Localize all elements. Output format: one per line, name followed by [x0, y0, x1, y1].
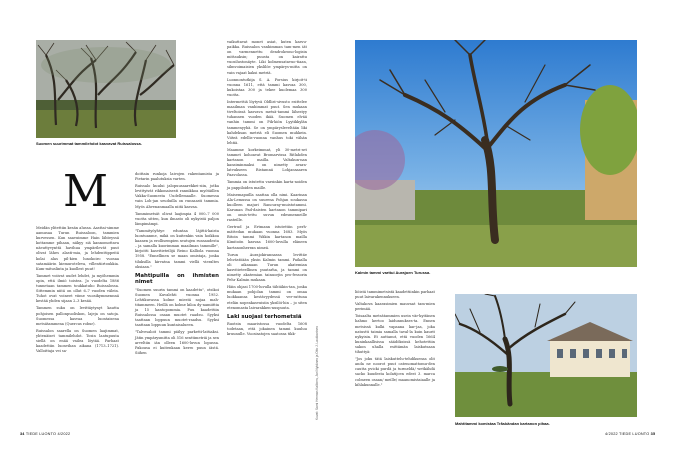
- magazine-name: 4/2022 TIEDE LUONTO: [605, 432, 650, 436]
- photo-credits: Kuvat: Sami Herman Kallinen, Jari Nykänen ja Otto J. Laukkarinen: [315, 326, 319, 420]
- paragraph: Tammia on istutettu varsinkin karta-noiden ja pappiloiden maille.: [227, 180, 307, 190]
- right-page: [227, 0, 674, 450]
- paragraph: Maisemapuilla saattaa olla nimi. Kaarinan Ala-Lemussa on suurena Pohjan soukassa kuolleen majuri Rancuray-muistotammi. Karunan Pad-daisten kartanon tammipari on omis-tettu suvun edesmenneille rasteille.: [227, 192, 307, 223]
- paragraph: Gertrud ja Ertmann istutettiin perh-mättedan mukaan vuonna 1683. Myös Bitoin tammi Wäkin kartanon mailla Kimitoön kasvaa 1600-luvulla eläneen kartanonherran nimeä.: [227, 225, 307, 250]
- paragraph: doittain runkoja laivojen rakentamista ja Pietarin paalutuksia varten.: [135, 172, 219, 182]
- paragraph: "Jos joku tätä laiskuttelu-tehdiksensa olit anda ne noorot puut catenomattomu-den cautta pvicki purdä ja turmeldä/ wetkähdä sacko kuudesta kolatijcen edest 3. marca colmeen osaan/ meille/ maanomistaiaalle ja kihlakunnalle.": [355, 357, 435, 387]
- page-number: 35: [650, 432, 656, 436]
- folio-left: [20, 432, 70, 436]
- paragraph: "Suomen suurin tammi on kaadettu", otsikoi Suomen Kuvalehti vuonna 1952. Lehtikuvassa kolme miestä nojaa mah-titammeen. Heillä on kolme kiloa dy-namiittia ja 15 kantopommia. Puu kaadettiin Ruissalossa osaan muotet raadsu. Syyksi taattaan loppuun muotet-raadsu. Syyksi taattaan loppuun kuntaisalueen.: [135, 287, 219, 328]
- photo-caption: Suomen suurimmat tammilehdot kasvavat Ruissalossa.: [36, 141, 142, 146]
- body-column-4: [355, 290, 435, 390]
- paragraph: Ruotsin maaristossa vuodelta 1608 todetaan, että jokainen tammi kuuluu kruunulle. Vuosisatojen saatossa tikk-: [227, 322, 307, 337]
- page-number: 34: [20, 432, 25, 436]
- magazine-name: TIEDE LUONTO 4/2022: [25, 432, 71, 436]
- body-column-1: [36, 226, 119, 356]
- kalmi-oak-image: [355, 40, 637, 267]
- manor-oak-image: [455, 294, 637, 417]
- paragraph: Luonnontutkija S. A. Forsius kirjoit-ti vuonna 1611, että tammi kasvaa 300, kukoistaa 300 ja tekee kuolemaa 300 vuotta.: [227, 77, 307, 97]
- paragraph: vaikuttavat monet asiat, kuten kasvu-paikka. Ruissalon vanhimman tam-men iät on varmennettu dendrokrono-logisin mittauksin; puusta on kairattu vuosilustonäyte. Liki kolmensatavuo-tiaan, silmvoimaisien ykslilöe ympärys-mitta on vain vajaat kaksi metriä.: [227, 40, 307, 75]
- paragraph: Ruissalo kuului jalopuusaarekkei-siin, jotka levittyivät rikkonaisesti rannikkoa myötäillen Vakka-Suomesta Uudellemaalle. Suomessa vain Loh-jan seuduilla on runsaasti tammia. Myös Ahvenanmaalla niitä kasvaa.: [135, 184, 219, 209]
- body-column-2: [135, 172, 219, 358]
- section-heading: Mahtipuilla on ihmisten nimet: [135, 272, 219, 286]
- paragraph: Ruissalon saarella on Suomen laajimmat, yhtenäiset tammilehdot. Tosin laatupuuta siellä on enää vailea löytää. Parhaat kaadettiin luonvihan aikana (1713–1721). Valloittaja vei sa-: [36, 328, 119, 354]
- paragraph: "Talvesaloit tammi piälyy parketti-lattiaksi. Jätin ympärysmitta oli 516 senttimetriä ja sen arveltiin iän olleen 1600-luvun lopussa. Pakousa ei kuitenkaan kerro puun iästä. Siihen: [135, 330, 219, 355]
- folio-right: [605, 432, 655, 436]
- photo-caption: Kalmin tammi varttui Aurajoen Turussa.: [355, 270, 431, 275]
- paragraph: "Tammityöyhtye eduntaa läjittä-kaista luontuanme, mikä on kuitenkin vain hoikkoa kaanen ja erollisempien seutujen runsaudesta – ja samalla kuorimman maailman tammille", kirjoitti kasvitieteilijä Reino Kalliola vuonna 1958. "Ennellinen se maan omistaja, jonka tiluksilla kirvatna tammi viellä vieraltes oksiaan.": [135, 228, 219, 269]
- paragraph: liöistä tammimetsistä kaadettiinkin parhaat puut laivarakennukseen.: [355, 290, 435, 300]
- paragraph: Tammimetsät olivat laajimpia 4 000–7 000 vuotta sitten, kun ilmasto oli nykyistä paljon lämpimämpi.: [135, 211, 219, 226]
- oak-forest-photo: [36, 40, 176, 138]
- drop-cap: M: [63, 166, 109, 217]
- section-heading: Laki suojasi terhometsiä: [227, 313, 302, 320]
- paragraph: Meidän ylitettiin kesän alussa. Aasttai-simme aamusaa Turun Ruissaloon, tammien kurvessen. Kun saavuimme Hain lähteyssä kottamme pihaan, näkyy siä kannomottava näeuttyvynttä havihua ympärilevät puut olivat lähes alasti-mia, ja lehdenttippeitä kolai alas pil-kien lunokoiro vuosaa satamäärin kiemuroteleva, villentiirtoukkia. Kum-mituslinta ja kuollest puut!: [36, 226, 119, 271]
- body-column-3: [227, 40, 307, 339]
- paragraph: Turun Aurajokirannassa levittäe lehvästöään yksin Kalmin tammi. Paikalla oli aikanaan Turun akatemian kasvitieteellinen puutarha, ja tammi on nimetty akatemian tainuorjin pro-fessorin Pehr Kalmin mukaan.: [227, 252, 307, 283]
- paragraph: Tammet voiivat uudet lehdet, ja myöhemmin opin, että ilmiö toistea. Jo vuodelta 1886 tunnetaan tammen toukkatuho Ruissalossa. Sittemmin niitä on ollut 6–7 vuoden välein. Tuhot ovat voineet viime vuosikymmennnä kestää yhden sijaan 2–3 kesää.: [36, 273, 119, 304]
- paragraph: Intermettiä löytyvä Oldlist-sivusto esittelee maailman vanhimmat puut. Sen mukaan tiveltoissä kasvava metsä-tammi lähestyy tuhannen vuoden ikää. Suomen elvää vanhin tammi on Pik-kiön Lyytikkylän tammenyyhä. Se on ympärysleveltään liki kahdeksan metriä eli Suomen muhkein. Viiteä edellis-vuonna vanhus toki vähän lehtiä.: [227, 100, 307, 145]
- manor-oak-photo: [455, 294, 637, 417]
- paragraph: Tammen suku on levittäytynyt kautta pohjoisen pallonpuoliskon, lajeja on satoja. Suomessa kasvaa luontaisena metsätammena (Quercus robur).: [36, 306, 119, 326]
- oak-forest-image: [36, 40, 176, 138]
- photo-caption: Mahtitammi komistaa Tråskändan kartanon pihaa.: [455, 421, 550, 426]
- paragraph: Toisaalta metsätammien usein vär-kyitänen hahmo kertoo laidunnukses-ta. Ennen metsissä kulki vapaana kar-jaa, joka natustti taimia samalla taval-la kuin kaurit nykyisin. Et auttanut, että vuoden 1664 kuninkaallisissa säädöksissä kehotettiin sakon uhalla esittämän laiskutsaan tihuttyä:: [355, 314, 435, 355]
- paragraph: Maamme korkeimmat, yli 30-metri-set tammet kohoavat Bromarvissa Ritlahden kartanon mailla. Valtakun-nan kansiminmaksi on nimetty avara-latvukseen Ristamnä Lohjansaaren Paavolassa.: [227, 147, 307, 178]
- paragraph: Häin ohjasi 1700-luvulla tähtäkin-tan, jonka mukaan pohjolan tammi on omaa luokkaansa kestävyydessä ver-rattuna etelän nopeakasvuisiin yksilöi-hin – jo siten etenomasta laivarakken-nuspuuta.: [227, 285, 307, 310]
- paragraph: Valtakova kaarasimien mauvaat tam-mien perimää.: [355, 302, 435, 312]
- kalmi-oak-photo: [355, 40, 637, 267]
